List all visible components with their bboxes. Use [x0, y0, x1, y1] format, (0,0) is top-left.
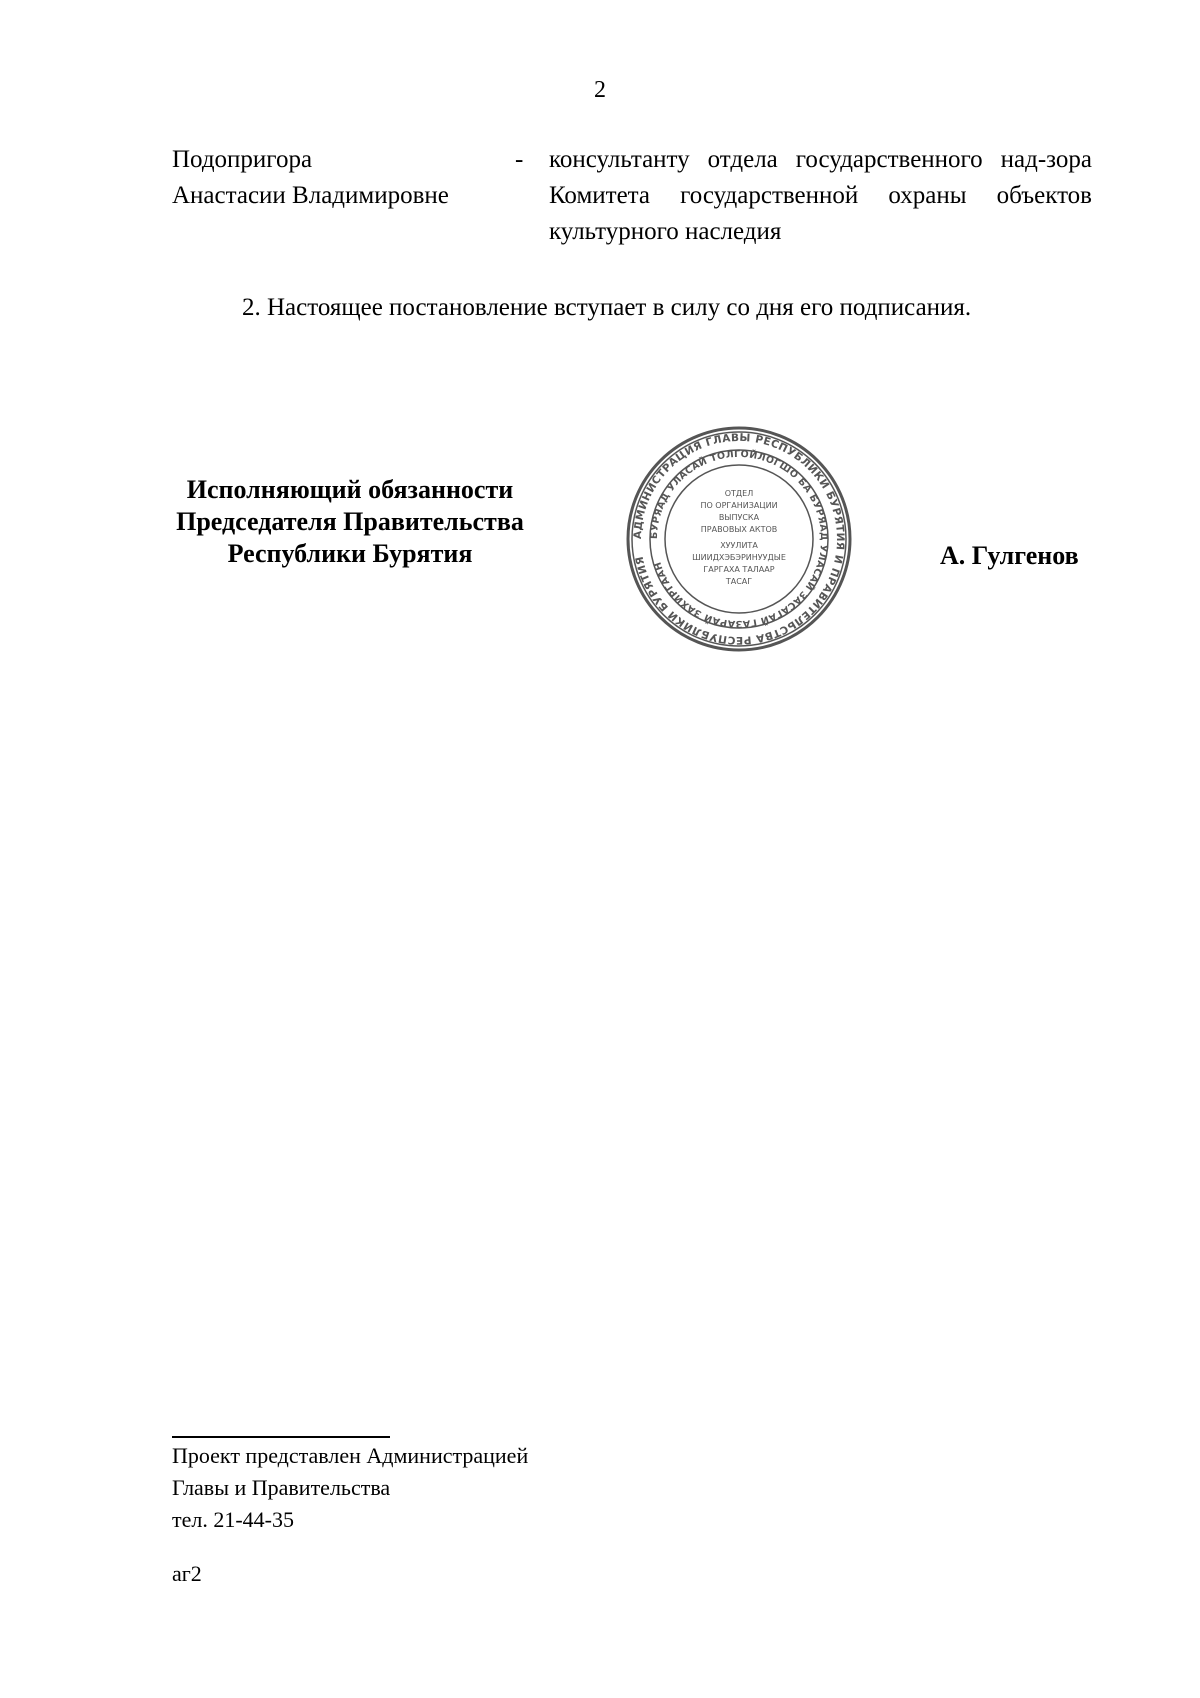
- seal-center-line-6: ШИИДХЭБЭРИНУУДЫЕ: [692, 553, 786, 562]
- seal-center-line-1: ОТДЕЛ: [724, 489, 754, 498]
- seal-center-line-3: ВЫПУСКА: [718, 513, 760, 522]
- seal-ink: [628, 428, 850, 650]
- seal-outer-text: АДМИНИСТРАЦИЯ ГЛАВЫ РЕСПУБЛИКИ БУРЯТИЯ И ПРАВИТЕЛЬСТВА РЕСПУБЛИКИ БУРЯТИЯ: [631, 431, 847, 647]
- seal-center-line-4: ПРАВОВЫХ АКТОВ: [700, 525, 778, 534]
- signatory-title-line-2: Председателя Правительства: [176, 507, 524, 536]
- seal-center-line-5: ХУУЛИТА: [720, 541, 758, 550]
- signatory-title-line-1: Исполняющий обязанности: [186, 475, 514, 504]
- appointee-position: консультанту отдела государственного над-зора Комитета государственной охраны объектов культурного наследия: [549, 146, 1092, 245]
- footnote-divider: [172, 1436, 390, 1438]
- document-marker: аг2: [172, 1561, 202, 1586]
- seal-center-line-2: ПО ОРГАНИЗАЦИИ: [700, 501, 778, 510]
- footnote-phone: тел. 21-44-35: [172, 1507, 295, 1532]
- signatory-title: [150, 474, 550, 570]
- seal-center-line-7: ГАРГАХА ТАЛААР: [703, 565, 775, 574]
- page-number: 2: [594, 77, 606, 103]
- seal-center-line-8: ТАСАГ: [725, 577, 753, 586]
- official-seal-stamp: [624, 424, 854, 654]
- appointee-given-names: Анастасии Владимировне: [172, 182, 449, 209]
- footnote-line-1: Проект представлен Администрацией: [172, 1443, 529, 1468]
- appointee-name: [172, 142, 532, 214]
- appointee-surname: Подопригора: [172, 146, 313, 173]
- footnote: [172, 1440, 528, 1536]
- seal-inner-text: БУРЯАД УЛАСАЙ ТОЛГОЙЛОГШО БА БУРЯАД УЛАСАЙ ЗАСАГАЙ ГАЗАРАЙ ЗАХИРГААН: [648, 448, 830, 630]
- clause-2: 2. Настоящее постановление вступает в силу со дня его подписания.: [242, 294, 972, 321]
- signer-name: А. Гулгенов: [940, 541, 1079, 570]
- footnote-line-2: Главы и Правительства: [172, 1475, 391, 1500]
- signatory-title-line-3: Республики Бурятия: [227, 539, 473, 568]
- appointee-dash: -: [515, 146, 524, 173]
